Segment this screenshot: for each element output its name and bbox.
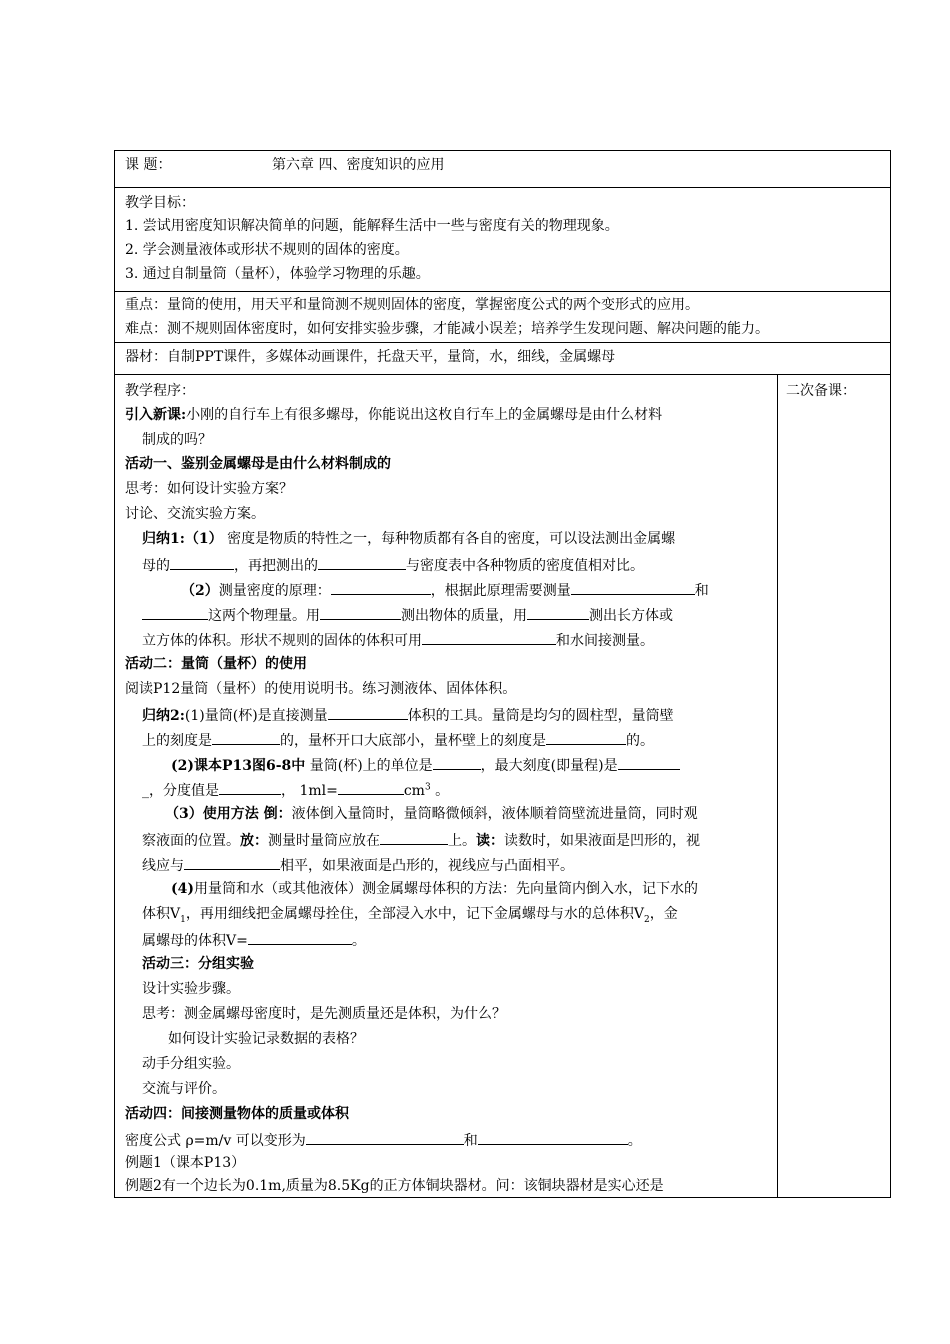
column-divider: [777, 375, 778, 1197]
blank: [212, 729, 280, 745]
summary-2-line-1: 归纳2:(1)量筒(杯)是直接测量 体积的工具。量筒是均匀的圆柱型，量筒壁: [142, 704, 674, 726]
activity-3-step: 如何设计实验记录数据的表格？: [168, 1031, 364, 1047]
objectives-row: [115, 188, 890, 292]
title-row: [115, 151, 890, 188]
summary-2-line-3: (2)课本P13图6-8中 量筒(杯)上的单位是 ，最大刻度(即量程)是: [171, 754, 680, 776]
blank: [328, 704, 408, 720]
summary-2-line-2: 上的刻度是 的，量杯开口大底部小，量杯壁上的刻度是 的。: [142, 729, 654, 751]
objective-item: 3. 通过自制量筒（量杯），体验学习物理的乐趣。: [125, 266, 430, 282]
activity-2-heading: 活动二：量筒（量杯）的使用: [125, 656, 307, 672]
activity-3-step: 设计实验步骤。: [142, 981, 240, 997]
blank: [142, 604, 208, 620]
activity-3-heading: 活动三：分组实验: [142, 956, 254, 972]
lesson-title: 第六章 四、密度知识的应用: [272, 157, 445, 173]
intro-text-cont: 制成的吗？: [142, 432, 212, 448]
blank: [248, 929, 352, 945]
blank: [318, 554, 406, 570]
blank: [618, 754, 680, 770]
blank: [571, 579, 695, 595]
summary-2-line-4: _，分度值是 ， $1ml= cm^3$ 。: [142, 779, 449, 801]
think-1: 思考：如何设计实验方案？: [125, 481, 293, 497]
blank: [306, 1129, 464, 1145]
blank: [170, 554, 234, 570]
activity-4-formula: 密度公式 ρ=m/v 可以变形为 和 。: [125, 1129, 642, 1151]
summary-1-label: 归纳1:（1）: [142, 531, 223, 547]
summary-1-2-line-1: （2）测量密度的原理： ，根据此原理需要测量 和: [181, 579, 709, 601]
objective-item: 1. 尝试用密度知识解决简单的问题，能解释生活中一些与密度有关的物理现象。: [125, 218, 619, 234]
blank: [320, 604, 401, 620]
summary-2-line-10: 属螺母的体积V= 。: [142, 929, 366, 951]
objectives-heading: 教学目标：: [125, 195, 195, 211]
blank: [184, 854, 280, 870]
blank: [331, 579, 431, 595]
activity-1-heading: 活动一、鉴别金属螺母是由什么材料制成的: [125, 456, 391, 472]
side-notes-heading: 二次备课：: [786, 383, 856, 399]
summary-2-line-5: （3）使用方法 倒：液体倒入量筒时，量筒略微倾斜，液体顺着筒壁流进量筒，同时观: [165, 806, 698, 822]
summary-1-2-line-3: 立方体的体积。形状不规则的固体的体积可用 和水间接测量。: [142, 629, 654, 651]
blank: [422, 629, 556, 645]
blank: [527, 604, 589, 620]
equipment-row: [115, 343, 890, 375]
summary-1-2-line-2: 这两个物理量。用 测出物体的质量，用 测出长方体或: [142, 604, 673, 626]
summary-2-line-9: 体积$V_1$，再用细线把金属螺母拴住，全部浸入水中，记下金属螺母与水的总体积$V_2$，金: [142, 906, 678, 925]
activity-3-step: 动手分组实验。: [142, 1056, 240, 1072]
objective-item: 2. 学会测量液体或形状不规则的固体的密度。: [125, 242, 409, 258]
read-2: 阅读P12量筒（量杯）的使用说明书。练习测液体、固体体积。: [125, 681, 517, 697]
example-1: 例题1（课本P13）: [125, 1155, 246, 1171]
activity-3-step: 思考：测金属螺母密度时，是先测质量还是体积，为什么？: [142, 1006, 506, 1022]
summary-1-line-1: 归纳1:（1） 密度是物质的特性之一，每种物质都有各自的密度，可以设法测出金属螺: [142, 531, 676, 547]
summary-2-line-8: (4)用量筒和水（或其他液体）测金属螺母体积的方法：先向量筒内倒入水，记下水的: [171, 881, 698, 897]
procedure-heading: 教学程序：: [125, 383, 195, 399]
intro-label: 引入新课:: [125, 407, 187, 423]
equipment: 器材：自制PPT课件，多媒体动画课件，托盘天平，量筒，水，细线，金属螺母: [125, 349, 616, 365]
key-points: 重点：量筒的使用，用天平和量筒测不规则固体的密度，掌握密度公式的两个变形式的应用。: [125, 297, 699, 313]
activity-3-step: 交流与评价。: [142, 1081, 226, 1097]
activity-4-heading: 活动四：间接测量物体的质量或体积: [125, 1106, 349, 1122]
blank: [433, 754, 481, 770]
lesson-plan-table: [114, 150, 891, 1198]
example-2: 例题2有一个边长为0.1m,质量为8.5Kg的正方体铜块器材。问：该铜块器材是实心还是: [125, 1178, 664, 1194]
blank: [219, 779, 281, 795]
blank: [546, 729, 626, 745]
blank: [380, 829, 448, 845]
summary-2-line-7: 线应与 相平，如果液面是凸形的，视线应与凸面相平。: [142, 854, 574, 876]
intro-text: 小刚的自行车上有很多螺母，你能说出这枚自行车上的金属螺母是由什么材料: [186, 407, 663, 423]
intro-line: [125, 405, 662, 425]
summary-2-line-6: 察液面的位置。放：测量时量筒应放在 上。读：读数时，如果液面是凹形的，视: [142, 829, 700, 851]
blank: [478, 1129, 628, 1145]
discuss-1: 讨论、交流实验方案。: [125, 506, 265, 522]
subject-label: 课 题：: [125, 157, 172, 173]
summary-1-line-2: 母的 ，再把测出的 与密度表中各种物质的密度值相对比。: [142, 554, 644, 576]
blank: [338, 779, 404, 795]
focus-row: [115, 292, 890, 343]
difficulties: 难点：测不规则固体密度时，如何安排实验步骤，才能减小误差；培养学生发现问题、解决问题的能力。: [125, 321, 769, 337]
